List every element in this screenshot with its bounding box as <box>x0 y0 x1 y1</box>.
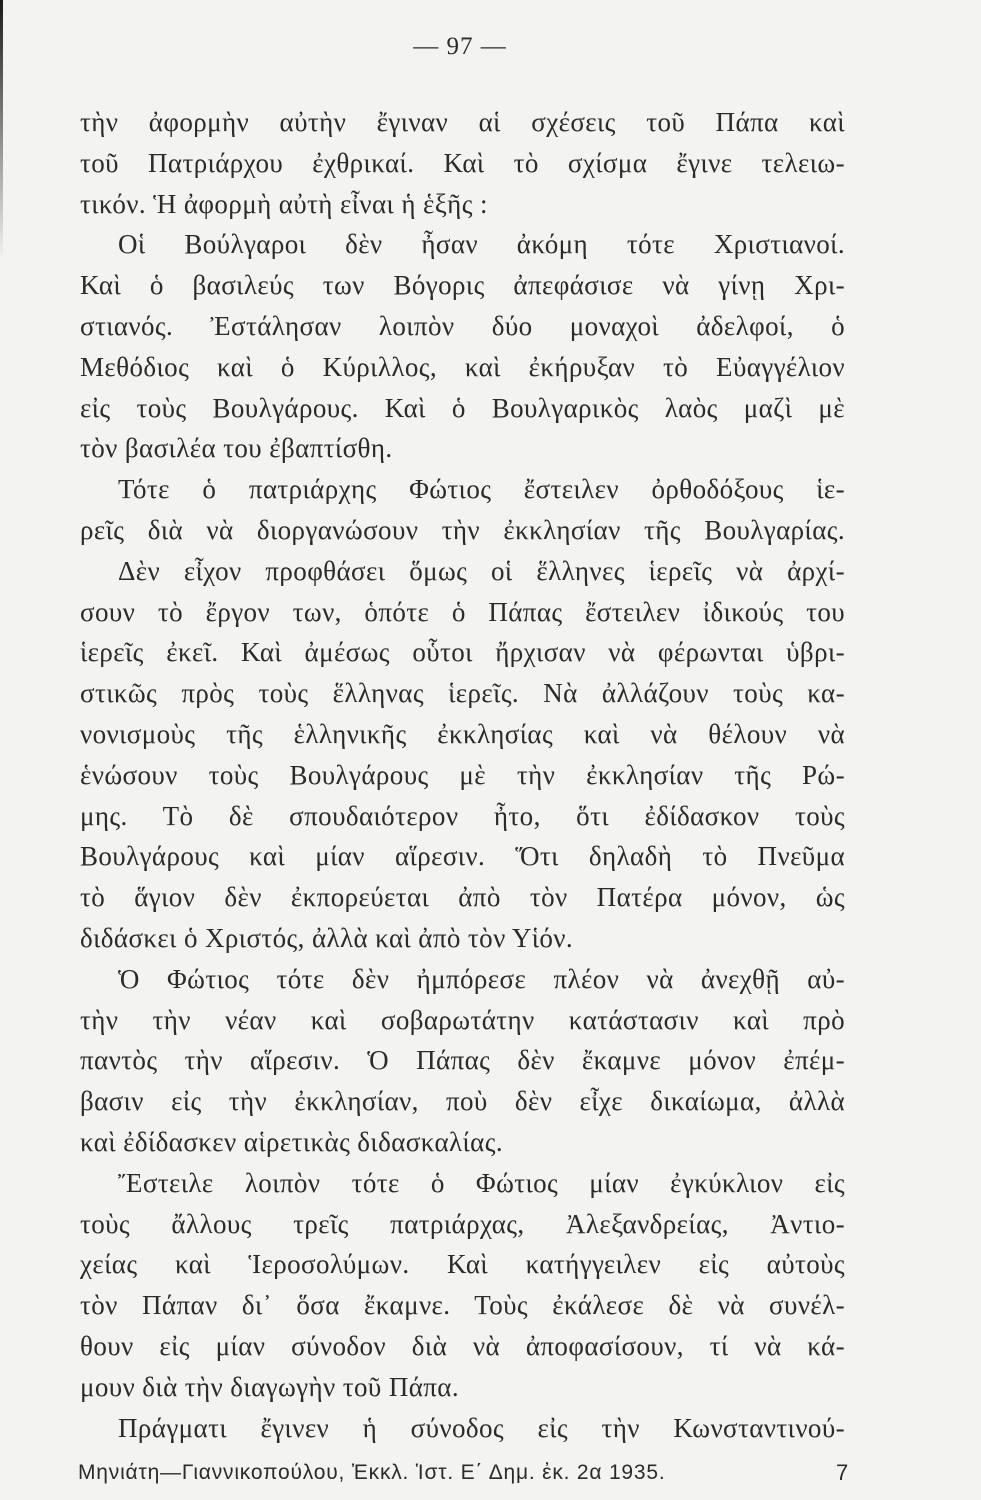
text-line: τὸν Πάπαν δι᾽ ὅσα ἔκαμνε. Τοὺς ἐκάλεσε δὲ νὰ συνέλ- <box>80 1290 845 1321</box>
text-line: παντὸς τὴν αἵρεσιν. Ὁ Πάπας δὲν ἔκαμνε μόνον ἐπέμ- <box>80 1045 845 1076</box>
text-line: ἱερεῖς ἐκεῖ. Καὶ ἀμέσως οὗτοι ἤρχισαν νὰ φέρωνται ὑβρι- <box>80 637 845 668</box>
footer-signature-mark: 7 <box>836 1460 849 1485</box>
text-line: Καὶ ὁ βασιλεύς των Βόγορις ἀπεφάσισε νὰ γίνῃ Χρι- <box>80 270 845 301</box>
text-line: Πράγματι ἔγινεν ἡ σύνοδος εἰς τὴν Κωνσταντινού- <box>118 1412 845 1443</box>
text-line: Βουλγάρους καὶ μίαν αἵρεσιν. Ὅτι δηλαδὴ τὸ Πνεῦμα <box>80 841 845 872</box>
text-line: τικόν. Ἡ ἀφορμὴ αὐτὴ εἶναι ἡ ἑξῆς : <box>80 188 488 219</box>
body-text <box>80 102 845 1448</box>
text-line: μουν διὰ τὴν διαγωγὴν τοῦ Πάπα. <box>80 1371 459 1402</box>
text-line: τὸν βασιλέα του ἐβαπτίσθη. <box>80 433 393 464</box>
text-line: τὴν ἀφορμὴν αὐτὴν ἔγιναν αἱ σχέσεις τοῦ Πάπα καὶ <box>80 107 845 137</box>
text-line: τοῦ Πατριάρχου ἐχθρικαί. Καὶ τὸ σχίσμα ἔγινε τελειω- <box>80 147 845 178</box>
text-line: ρεῖς διὰ νὰ διοργανώσουν τὴν ἐκκλησίαν τῆς Βουλγαρίας. <box>80 514 845 545</box>
text-line: στιανός. Ἐστάλησαν λοιπὸν δύο μοναχοὶ ἀδελφοί, ὁ <box>80 310 845 341</box>
text-line: Τότε ὁ πατριάρχης Φώτιος ἔστειλεν ὀρθοδόξους ἱε- <box>118 474 845 505</box>
text-line: μης. Τὸ δὲ σπουδαιότερον ἦτο, ὅτι ἐδίδασκον τοὺς <box>80 800 845 831</box>
text-line: εἰς τοὺς Βουλγάρους. Καὶ ὁ Βουλγαρικὸς λαὸς μαζὶ μὲ <box>80 392 845 423</box>
text-line: χείας καὶ Ἱεροσολύμων. Καὶ κατήγγειλεν εἰς αὐτοὺς <box>80 1249 845 1280</box>
text-line: ἑνώσουν τοὺς Βουλγάρους μὲ τὴν ἐκκλησίαν τῆς Ρώ- <box>80 759 845 790</box>
text-line: Ἔστειλε λοιπὸν τότε ὁ Φώτιος μίαν ἐγκύκλιον εἰς <box>118 1167 845 1198</box>
text-line: θουν εἰς μίαν σύνοδον διὰ νὰ ἀποφασίσουν, τί νὰ κά- <box>80 1330 845 1361</box>
text-line: Οἱ Βούλγαροι δὲν ἦσαν ἀκόμη τότε Χριστιανοί. <box>118 229 845 260</box>
text-line: Μεθόδιος καὶ ὁ Κύριλλος, καὶ ἐκήρυξαν τὸ Εὐαγγέλιον <box>80 351 845 382</box>
text-line: τοὺς ἄλλους τρεῖς πατριάρχας, Ἀλεξανδρείας, Ἀντιο- <box>80 1208 845 1239</box>
text-line: Ὁ Φώτιος τότε δὲν ἠμπόρεσε πλέον νὰ ἀνεχθῇ αὐ- <box>118 963 845 994</box>
text-line: στικῶς πρὸς τοὺς ἕλληνας ἱερεῖς. Νὰ ἀλλάζουν τοὺς κα- <box>80 678 845 709</box>
text-line: τὸ ἅγιον δὲν ἐκπορεύεται ἀπὸ τὸν Πατέρα μόνον, ὡς <box>80 882 845 913</box>
text-line: Δὲν εἶχον προφθάσει ὅμως οἱ ἕλληνες ἱερεῖς νὰ ἀρχί- <box>118 555 845 586</box>
text-line: καὶ ἐδίδασκεν αἱρετικὰς διδασκαλίας. <box>80 1126 503 1157</box>
footer-citation: Μηνιάτη—Γιαννικοπούλου, Ἐκκλ. Ἱστ. Ε΄ Δημ. ἐκ. 2α 1935. <box>78 1461 666 1484</box>
text-line: τὴν τὴν νέαν καὶ σοβαρωτάτην κατάστασιν καὶ πρὸ <box>80 1004 845 1035</box>
text-line: βασιν εἰς τὴν ἐκκλησίαν, ποὺ δὲν εἶχε δικαίωμα, ἀλλὰ <box>80 1086 845 1117</box>
text-line: σουν τὸ ἔργον των, ὁπότε ὁ Πάπας ἔστειλεν ἰδικούς του <box>80 596 845 627</box>
text-line: νονισμοὺς τῆς ἑλληνικῆς ἐκκλησίας καὶ νὰ θέλουν νὰ <box>80 718 845 749</box>
page-number-header: — 97 — <box>413 33 507 60</box>
text-line: διδάσκει ὁ Χριστός, ἀλλὰ καὶ ἀπὸ τὸν Υἱόν. <box>80 922 574 953</box>
